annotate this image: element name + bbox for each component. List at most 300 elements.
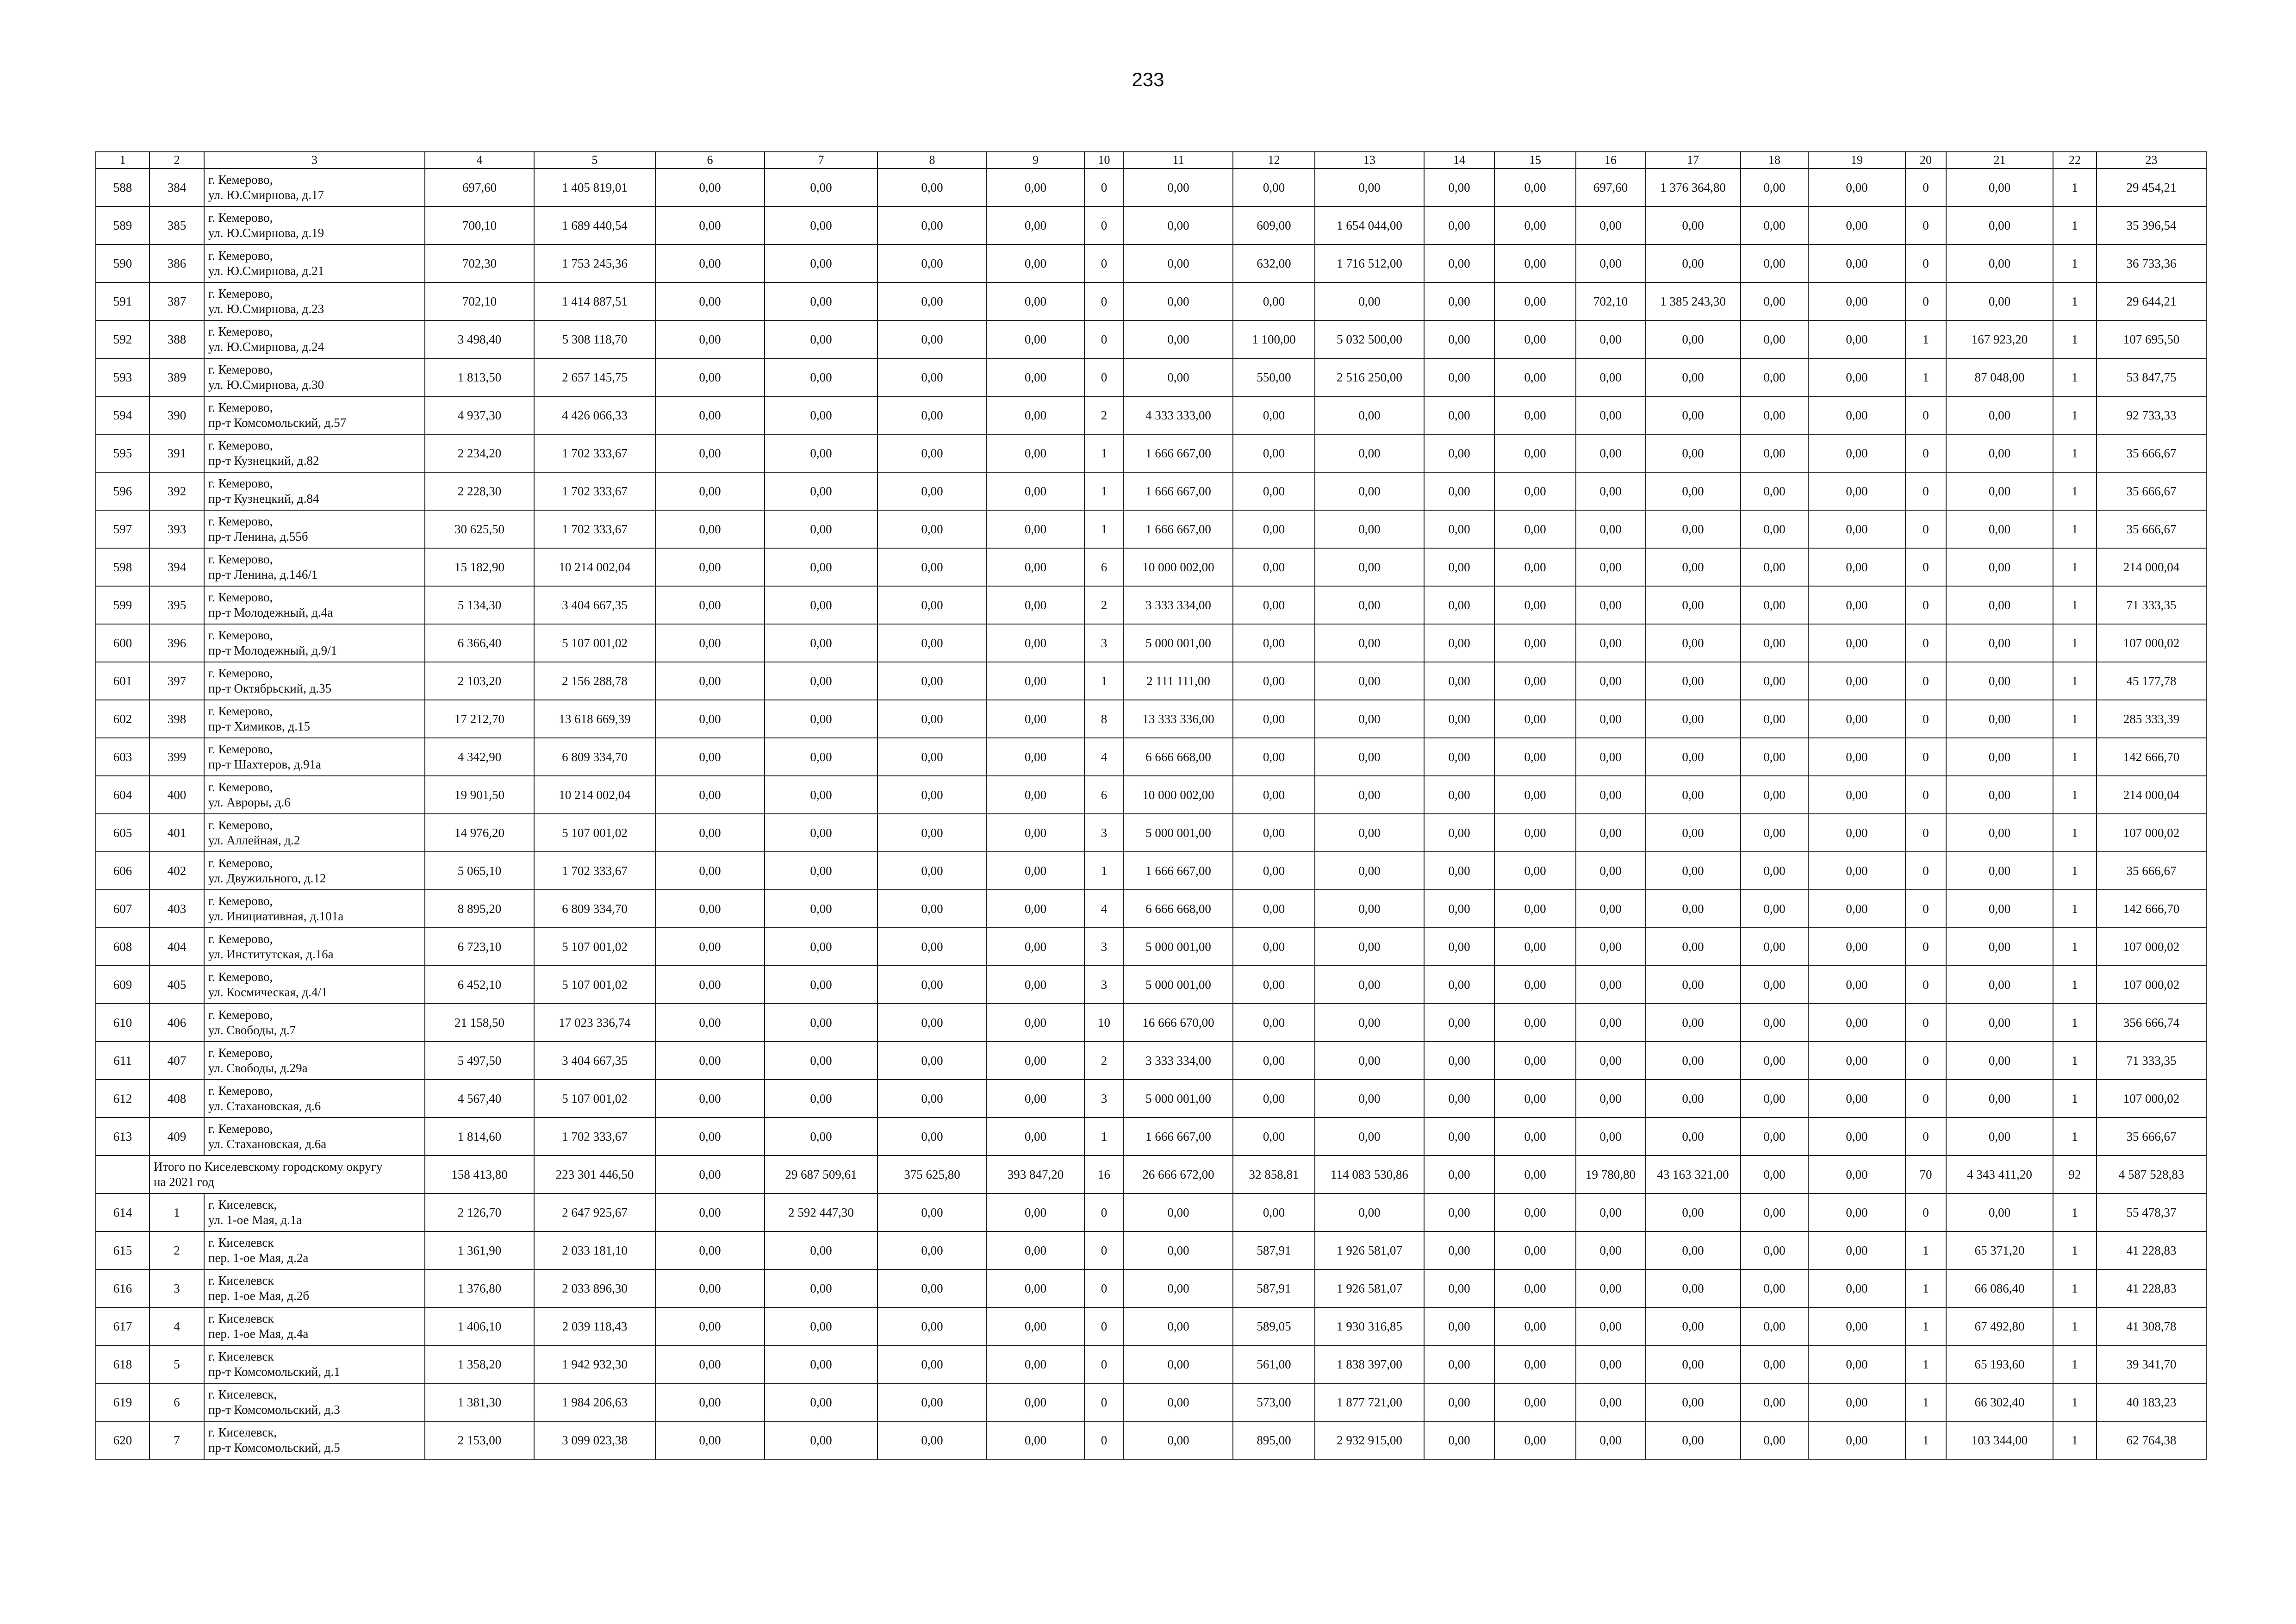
sub-number-cell: 401 — [149, 814, 204, 852]
address-cell — [204, 320, 425, 358]
value-cell: 0,00 — [1576, 1042, 1645, 1080]
column-number-header: 22 — [2053, 152, 2097, 169]
row-number-cell: 611 — [96, 1042, 149, 1080]
row-number-cell: 605 — [96, 814, 149, 852]
data-table — [95, 151, 2207, 1460]
value-cell: 0,00 — [1315, 776, 1424, 814]
value-cell: 1 702 333,67 — [534, 434, 655, 472]
address-cell — [204, 358, 425, 396]
table-row — [96, 1307, 2206, 1345]
address-street: ул. Стахановская, д.6а — [208, 1137, 327, 1151]
value-cell: 0,00 — [1233, 1042, 1315, 1080]
value-cell: 1 930 316,85 — [1315, 1307, 1424, 1345]
value-cell: 0,00 — [1124, 282, 1233, 320]
value-cell: 0,00 — [987, 624, 1084, 662]
value-cell: 0 — [1905, 472, 1946, 510]
value-cell: 0,00 — [1494, 510, 1576, 548]
value-cell: 0,00 — [877, 1383, 987, 1421]
total-value-cell: 375 625,80 — [877, 1156, 987, 1193]
value-cell: 0,00 — [655, 548, 765, 586]
address-street: пр-т Кузнецкий, д.84 — [208, 492, 319, 506]
address-street: ул. Ю.Смирнова, д.24 — [208, 340, 324, 354]
value-cell: 0 — [1905, 852, 1946, 890]
address-street: пр-т Комсомольский, д.3 — [208, 1403, 340, 1417]
value-cell: 0,00 — [1946, 890, 2053, 928]
value-cell: 0,00 — [1233, 434, 1315, 472]
value-cell: 0,00 — [1946, 776, 2053, 814]
address-city: г. Кемерово, — [208, 704, 273, 718]
value-cell: 0,00 — [1808, 1193, 1905, 1231]
value-cell: 55 478,37 — [2097, 1193, 2206, 1231]
value-cell: 0,00 — [1741, 548, 1808, 586]
value-cell: 0,00 — [655, 282, 765, 320]
value-cell: 2 234,20 — [425, 434, 534, 472]
sub-number-cell: 389 — [149, 358, 204, 396]
address-cell — [204, 1042, 425, 1080]
value-cell: 0,00 — [1315, 1004, 1424, 1042]
value-cell: 87 048,00 — [1946, 358, 2053, 396]
value-cell: 2 033 896,30 — [534, 1269, 655, 1307]
value-cell: 0,00 — [655, 1269, 765, 1307]
value-cell: 0,00 — [1315, 1193, 1424, 1231]
value-cell: 35 666,67 — [2097, 472, 2206, 510]
value-cell: 0,00 — [1424, 206, 1494, 244]
value-cell: 0,00 — [1315, 472, 1424, 510]
value-cell: 0 — [1084, 1345, 1124, 1383]
value-cell: 0,00 — [1741, 890, 1808, 928]
table-row — [96, 662, 2206, 700]
value-cell: 0,00 — [1424, 890, 1494, 928]
value-cell: 5 000 001,00 — [1124, 1080, 1233, 1118]
value-cell: 0,00 — [765, 1042, 877, 1080]
value-cell: 0,00 — [765, 776, 877, 814]
value-cell: 0,00 — [987, 814, 1084, 852]
sub-number-cell: 388 — [149, 320, 204, 358]
table-row — [96, 586, 2206, 624]
value-cell: 67 492,80 — [1946, 1307, 2053, 1345]
value-cell: 65 193,60 — [1946, 1345, 2053, 1383]
value-cell: 1 — [2053, 1080, 2097, 1118]
value-cell: 0,00 — [765, 548, 877, 586]
value-cell: 0,00 — [1233, 928, 1315, 966]
value-cell: 35 396,54 — [2097, 206, 2206, 244]
value-cell: 29 454,21 — [2097, 169, 2206, 206]
value-cell: 0,00 — [987, 1269, 1084, 1307]
value-cell: 0 — [1084, 1307, 1124, 1345]
value-cell: 1 702 333,67 — [534, 852, 655, 890]
value-cell: 3 — [1084, 814, 1124, 852]
value-cell: 0,00 — [1424, 662, 1494, 700]
value-cell: 0,00 — [1741, 1231, 1808, 1269]
value-cell: 0,00 — [1576, 434, 1645, 472]
value-cell: 41 308,78 — [2097, 1307, 2206, 1345]
value-cell: 1 — [2053, 776, 2097, 814]
value-cell: 2 — [1084, 586, 1124, 624]
table-row — [96, 700, 2206, 738]
value-cell: 0,00 — [1946, 1193, 2053, 1231]
value-cell: 0,00 — [1494, 1118, 1576, 1156]
value-cell: 4 567,40 — [425, 1080, 534, 1118]
value-cell: 1 838 397,00 — [1315, 1345, 1424, 1383]
value-cell: 0,00 — [1233, 510, 1315, 548]
value-cell: 0,00 — [655, 1080, 765, 1118]
value-cell: 0,00 — [1315, 282, 1424, 320]
value-cell: 5 065,10 — [425, 852, 534, 890]
value-cell: 0,00 — [1233, 472, 1315, 510]
value-cell: 3 — [1084, 966, 1124, 1004]
value-cell: 3 099 023,38 — [534, 1421, 655, 1459]
address-cell — [204, 738, 425, 776]
value-cell: 0,00 — [877, 1231, 987, 1269]
value-cell: 0,00 — [1494, 1042, 1576, 1080]
value-cell: 0,00 — [1645, 472, 1741, 510]
value-cell: 1 414 887,51 — [534, 282, 655, 320]
value-cell: 1 — [1084, 510, 1124, 548]
value-cell: 1 — [2053, 206, 2097, 244]
row-number-cell: 593 — [96, 358, 149, 396]
value-cell: 8 — [1084, 700, 1124, 738]
value-cell: 0,00 — [765, 1004, 877, 1042]
value-cell: 0,00 — [1576, 1004, 1645, 1042]
total-value-cell: 4 587 528,83 — [2097, 1156, 2206, 1193]
table-row — [96, 1231, 2206, 1269]
value-cell: 0,00 — [1645, 738, 1741, 776]
value-cell: 0,00 — [765, 1421, 877, 1459]
value-cell: 0,00 — [1741, 472, 1808, 510]
value-cell: 0,00 — [1808, 1042, 1905, 1080]
total-blank-cell — [96, 1156, 149, 1193]
value-cell: 1 361,90 — [425, 1231, 534, 1269]
address-city: г. Кемерово, — [208, 590, 273, 605]
value-cell: 0,00 — [1741, 1307, 1808, 1345]
value-cell: 6 — [1084, 776, 1124, 814]
value-cell: 0,00 — [1315, 1080, 1424, 1118]
value-cell: 0,00 — [655, 1345, 765, 1383]
value-cell: 2 — [1084, 1042, 1124, 1080]
value-cell: 0,00 — [1494, 928, 1576, 966]
value-cell: 1 — [1905, 1345, 1946, 1383]
value-cell: 0,00 — [1494, 1307, 1576, 1345]
value-cell: 0,00 — [1233, 966, 1315, 1004]
value-cell: 0,00 — [1494, 662, 1576, 700]
value-cell: 0,00 — [987, 700, 1084, 738]
value-cell: 2 592 447,30 — [765, 1193, 877, 1231]
row-number-cell: 610 — [96, 1004, 149, 1042]
value-cell: 0,00 — [877, 1345, 987, 1383]
value-cell: 0,00 — [655, 776, 765, 814]
column-number-header: 6 — [655, 152, 765, 169]
value-cell: 1 — [2053, 358, 2097, 396]
sub-number-cell: 404 — [149, 928, 204, 966]
value-cell: 0,00 — [987, 510, 1084, 548]
table-row — [96, 738, 2206, 776]
column-number-header: 23 — [2097, 152, 2206, 169]
value-cell: 29 644,21 — [2097, 282, 2206, 320]
value-cell: 0,00 — [877, 1193, 987, 1231]
address-city: г. Кемерово, — [208, 1008, 273, 1022]
value-cell: 1 666 667,00 — [1124, 852, 1233, 890]
value-cell: 0,00 — [1576, 206, 1645, 244]
value-cell: 14 976,20 — [425, 814, 534, 852]
value-cell: 0 — [1905, 586, 1946, 624]
value-cell: 0 — [1084, 282, 1124, 320]
row-number-cell: 589 — [96, 206, 149, 244]
value-cell: 0,00 — [1424, 358, 1494, 396]
sub-number-cell: 394 — [149, 548, 204, 586]
value-cell: 5 308 118,70 — [534, 320, 655, 358]
value-cell: 1 813,50 — [425, 358, 534, 396]
total-value-cell: 26 666 672,00 — [1124, 1156, 1233, 1193]
value-cell: 40 183,23 — [2097, 1383, 2206, 1421]
table-row — [96, 1004, 2206, 1042]
value-cell: 0,00 — [655, 624, 765, 662]
value-cell: 0,00 — [655, 738, 765, 776]
value-cell: 0,00 — [1494, 1004, 1576, 1042]
value-cell: 41 228,83 — [2097, 1231, 2206, 1269]
value-cell: 0,00 — [1576, 548, 1645, 586]
value-cell: 30 625,50 — [425, 510, 534, 548]
value-cell: 0,00 — [1946, 510, 2053, 548]
table-row — [96, 852, 2206, 890]
value-cell: 1 — [1084, 662, 1124, 700]
value-cell: 0 — [1084, 1269, 1124, 1307]
address-cell — [204, 1193, 425, 1231]
value-cell: 632,00 — [1233, 244, 1315, 282]
address-street: пр-т Химиков, д.15 — [208, 719, 310, 733]
address-city: г. Кемерово, — [208, 476, 273, 491]
value-cell: 0,00 — [1233, 1118, 1315, 1156]
value-cell: 0,00 — [1494, 282, 1576, 320]
value-cell: 0,00 — [987, 169, 1084, 206]
value-cell: 15 182,90 — [425, 548, 534, 586]
value-cell: 0,00 — [1645, 1421, 1741, 1459]
value-cell: 0,00 — [1808, 282, 1905, 320]
value-cell: 0,00 — [1741, 852, 1808, 890]
page-number: 233 — [1132, 69, 1164, 90]
value-cell: 39 341,70 — [2097, 1345, 2206, 1383]
value-cell: 0,00 — [1424, 282, 1494, 320]
value-cell: 0,00 — [765, 1080, 877, 1118]
value-cell: 4 — [1084, 890, 1124, 928]
value-cell: 0,00 — [1424, 738, 1494, 776]
value-cell: 6 — [1084, 548, 1124, 586]
table-row — [96, 282, 2206, 320]
value-cell: 1 385 243,30 — [1645, 282, 1741, 320]
column-number-header: 16 — [1576, 152, 1645, 169]
value-cell: 0,00 — [1424, 1421, 1494, 1459]
value-cell: 0,00 — [1494, 434, 1576, 472]
value-cell: 0,00 — [1741, 814, 1808, 852]
value-cell: 0,00 — [1576, 358, 1645, 396]
address-city: г. Кемерово, — [208, 1084, 273, 1098]
address-cell — [204, 510, 425, 548]
value-cell: 6 809 334,70 — [534, 738, 655, 776]
address-city: г. Кемерово, — [208, 932, 273, 946]
value-cell: 0,00 — [1946, 1004, 2053, 1042]
value-cell: 1 — [2053, 700, 2097, 738]
value-cell: 0,00 — [1424, 510, 1494, 548]
value-cell: 41 228,83 — [2097, 1269, 2206, 1307]
value-cell: 0,00 — [1494, 244, 1576, 282]
value-cell: 1 381,30 — [425, 1383, 534, 1421]
address-cell — [204, 662, 425, 700]
value-cell: 1 666 667,00 — [1124, 1118, 1233, 1156]
address-city: г. Кемерово, — [208, 1046, 273, 1060]
value-cell: 0,00 — [1741, 1383, 1808, 1421]
sub-number-cell: 5 — [149, 1345, 204, 1383]
value-cell: 0,00 — [987, 738, 1084, 776]
value-cell: 0,00 — [1645, 1193, 1741, 1231]
value-cell: 0,00 — [1808, 320, 1905, 358]
column-number-row — [96, 152, 2206, 169]
value-cell: 0,00 — [987, 852, 1084, 890]
sub-number-cell: 398 — [149, 700, 204, 738]
value-cell: 0,00 — [655, 244, 765, 282]
value-cell: 10 — [1084, 1004, 1124, 1042]
value-cell: 0,00 — [1576, 244, 1645, 282]
sub-number-cell: 3 — [149, 1269, 204, 1307]
row-number-cell: 616 — [96, 1269, 149, 1307]
value-cell: 587,91 — [1233, 1231, 1315, 1269]
value-cell: 0,00 — [1424, 1004, 1494, 1042]
value-cell: 35 666,67 — [2097, 1118, 2206, 1156]
sub-number-cell: 384 — [149, 169, 204, 206]
value-cell: 0,00 — [1576, 700, 1645, 738]
value-cell: 0,00 — [765, 928, 877, 966]
value-cell: 0,00 — [1645, 1383, 1741, 1421]
value-cell: 0,00 — [987, 1004, 1084, 1042]
row-number-cell: 590 — [96, 244, 149, 282]
value-cell: 0 — [1905, 738, 1946, 776]
value-cell: 1 — [2053, 928, 2097, 966]
value-cell: 1 666 667,00 — [1124, 472, 1233, 510]
value-cell: 1 — [1084, 434, 1124, 472]
value-cell: 0,00 — [1808, 814, 1905, 852]
sub-number-cell: 385 — [149, 206, 204, 244]
row-number-cell: 618 — [96, 1345, 149, 1383]
value-cell: 1 — [2053, 282, 2097, 320]
value-cell: 0,00 — [655, 169, 765, 206]
value-cell: 0 — [1084, 1193, 1124, 1231]
sub-number-cell: 405 — [149, 966, 204, 1004]
value-cell: 702,30 — [425, 244, 534, 282]
value-cell: 62 764,38 — [2097, 1421, 2206, 1459]
value-cell: 0,00 — [1808, 928, 1905, 966]
column-number-header: 19 — [1808, 152, 1905, 169]
value-cell: 0,00 — [1645, 1269, 1741, 1307]
value-cell: 0,00 — [1808, 244, 1905, 282]
address-cell — [204, 852, 425, 890]
value-cell: 0 — [1905, 434, 1946, 472]
address-street: ул. Институтская, д.16а — [208, 947, 334, 961]
value-cell: 0,00 — [1576, 320, 1645, 358]
value-cell: 0 — [1905, 169, 1946, 206]
value-cell: 0,00 — [1576, 1193, 1645, 1231]
value-cell: 1 — [2053, 1421, 2097, 1459]
value-cell: 0,00 — [877, 1307, 987, 1345]
value-cell: 0 — [1905, 510, 1946, 548]
value-cell: 0,00 — [1494, 1231, 1576, 1269]
sub-number-cell: 4 — [149, 1307, 204, 1345]
value-cell: 0,00 — [1494, 206, 1576, 244]
value-cell: 5 000 001,00 — [1124, 814, 1233, 852]
address-city: г. Кемерово, — [208, 1122, 273, 1136]
value-cell: 0,00 — [1424, 548, 1494, 586]
total-value-cell: 16 — [1084, 1156, 1124, 1193]
value-cell: 0,00 — [1124, 320, 1233, 358]
value-cell: 0,00 — [987, 1383, 1084, 1421]
value-cell: 0,00 — [987, 1307, 1084, 1345]
value-cell: 0,00 — [1233, 624, 1315, 662]
table-row — [96, 320, 2206, 358]
value-cell: 0,00 — [877, 1269, 987, 1307]
value-cell: 19 901,50 — [425, 776, 534, 814]
value-cell: 0,00 — [1645, 1080, 1741, 1118]
value-cell: 0,00 — [877, 852, 987, 890]
value-cell: 0,00 — [1494, 320, 1576, 358]
value-cell: 0,00 — [877, 1421, 987, 1459]
value-cell: 589,05 — [1233, 1307, 1315, 1345]
value-cell: 0,00 — [655, 1421, 765, 1459]
value-cell: 1 666 667,00 — [1124, 434, 1233, 472]
address-city: г. Кемерово, — [208, 742, 273, 756]
sub-number-cell: 7 — [149, 1421, 204, 1459]
value-cell: 107 000,02 — [2097, 966, 2206, 1004]
value-cell: 0,00 — [1494, 1269, 1576, 1307]
address-cell — [204, 624, 425, 662]
value-cell: 0 — [1905, 282, 1946, 320]
value-cell: 1 702 333,67 — [534, 472, 655, 510]
row-number-cell: 614 — [96, 1193, 149, 1231]
value-cell: 0,00 — [1645, 244, 1741, 282]
column-number-header: 11 — [1124, 152, 1233, 169]
value-cell: 0,00 — [1946, 1080, 2053, 1118]
value-cell: 1 — [1084, 852, 1124, 890]
value-cell: 1 — [2053, 1231, 2097, 1269]
value-cell: 0,00 — [1576, 1383, 1645, 1421]
value-cell: 0,00 — [1424, 1042, 1494, 1080]
sub-number-cell: 391 — [149, 434, 204, 472]
value-cell: 0,00 — [1424, 434, 1494, 472]
column-number-header: 21 — [1946, 152, 2053, 169]
total-value-cell: 158 413,80 — [425, 1156, 534, 1193]
value-cell: 0,00 — [987, 662, 1084, 700]
value-cell: 0,00 — [1946, 206, 2053, 244]
row-number-cell: 597 — [96, 510, 149, 548]
value-cell: 0,00 — [1741, 776, 1808, 814]
address-street: ул. Ю.Смирнова, д.21 — [208, 264, 324, 278]
address-street: пр-т Молодежный, д.9/1 — [208, 643, 337, 657]
value-cell: 1 942 932,30 — [534, 1345, 655, 1383]
value-cell: 0 — [1084, 206, 1124, 244]
value-cell: 0,00 — [1946, 244, 2053, 282]
address-street: ул. Аллейная, д.2 — [208, 833, 300, 847]
value-cell: 1 376,80 — [425, 1269, 534, 1307]
value-cell: 0,00 — [1494, 624, 1576, 662]
value-cell: 0,00 — [765, 1118, 877, 1156]
value-cell: 0,00 — [1424, 814, 1494, 852]
value-cell: 0,00 — [1946, 1042, 2053, 1080]
value-cell: 0,00 — [1424, 1345, 1494, 1383]
value-cell: 0,00 — [987, 282, 1084, 320]
value-cell: 107 000,02 — [2097, 1080, 2206, 1118]
address-cell — [204, 1004, 425, 1042]
value-cell: 0,00 — [1645, 852, 1741, 890]
value-cell: 573,00 — [1233, 1383, 1315, 1421]
value-cell: 0,00 — [1741, 1193, 1808, 1231]
value-cell: 0,00 — [765, 169, 877, 206]
value-cell: 0,00 — [1741, 358, 1808, 396]
